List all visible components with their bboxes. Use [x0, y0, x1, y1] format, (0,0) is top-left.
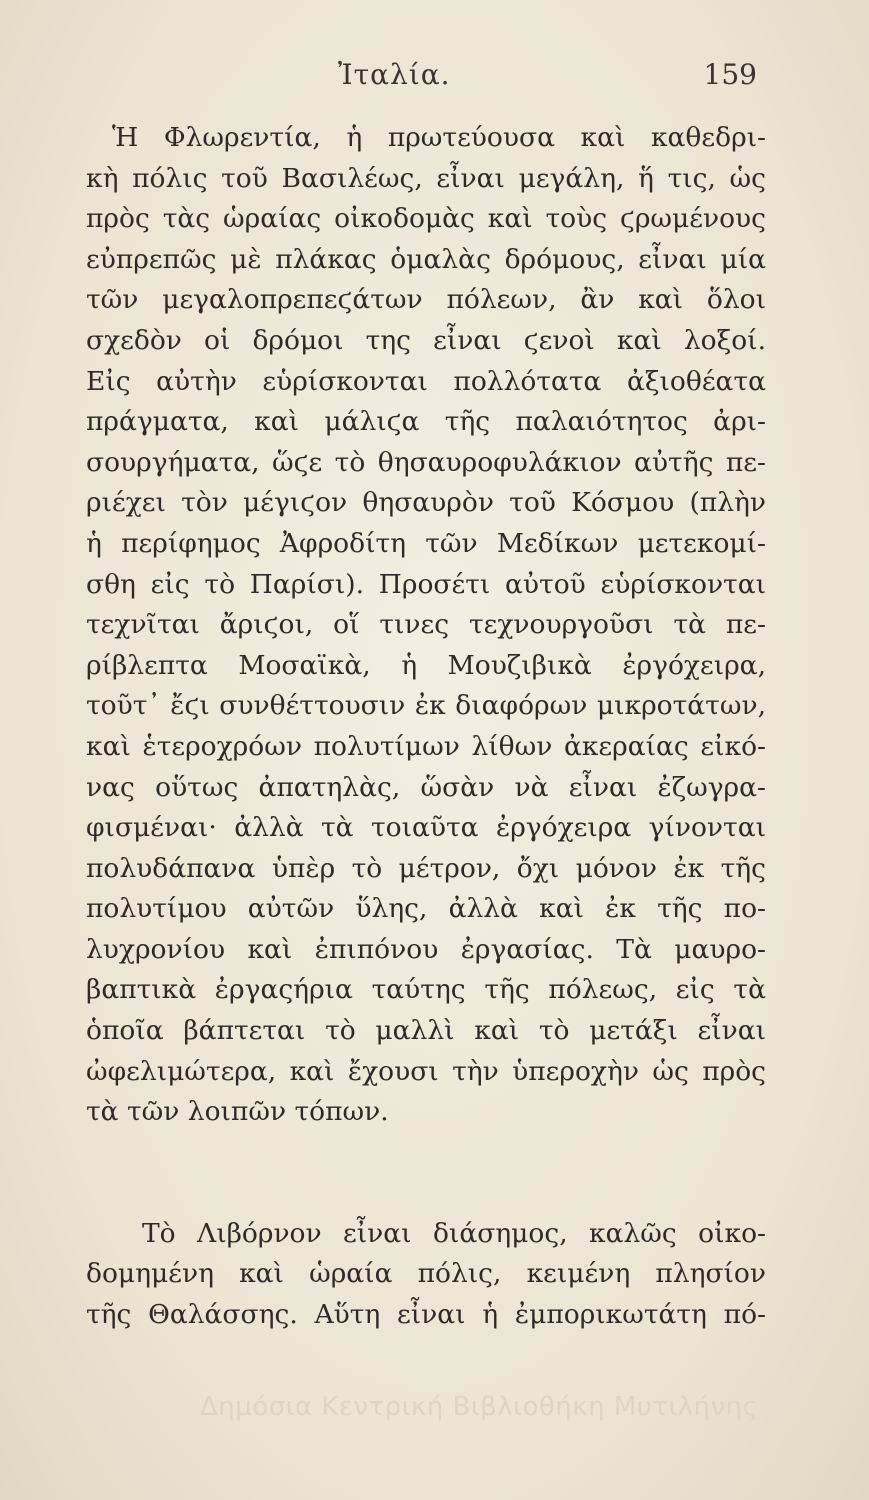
paragraph-florence — [86, 118, 766, 1133]
text-line: νας οὕτως ἀπατηλὰς, ὥσὰν νὰ εἶναι ἐζωγρα- — [86, 771, 766, 803]
text-line: τοῦτ᾽ ἔϛι συνθέττουσιν ἐκ διαφόρων μικροτάτων, — [86, 690, 766, 722]
text-line: βαπτικὰ ἐργαςήρια ταύτης τῆς πόλεως, εἰς τὰ — [86, 974, 766, 1006]
text-line: ὁποῖα βάπτεται τὸ μαλλὶ καὶ τὸ μετάξι εἶναι — [86, 1015, 766, 1047]
text-line: κὴ πόλις τοῦ Βασιλέως, εἶναι μεγάλη, ἥ τις, ὡς — [86, 162, 766, 194]
text-line: δομημένη καὶ ὡραία πόλις, κειμένη πλησίον — [86, 1258, 766, 1290]
paragraph-gap — [86, 1133, 766, 1214]
text-line: φισμέναι· ἀλλὰ τὰ τοιαῦτα ἐργόχειρα γίνονται — [86, 812, 766, 844]
text-line: Εἰς αὐτὴν εὑρίσκονται πολλότατα ἀξιοθέατα — [86, 365, 766, 397]
page-number: 159 — [703, 58, 757, 91]
text-line: τεχνῖται ἄριϛοι, οἵ τινες τεχνουργοῦσι τὰ πε- — [86, 609, 766, 641]
text-line: τὰ τῶν λοιπῶν τόπων. — [86, 1096, 389, 1128]
text-line: ρίβλεπτα Μοσαϊκὰ, ἡ Μουζιβικὰ ἐργόχειρα, — [86, 649, 766, 681]
library-watermark: Δημόσια Κεντρική Βιβλιοθήκη Μυτιλήνης — [200, 1392, 759, 1422]
text-line: πολυδάπανα ὑπὲρ τὸ μέτρον, ὄχι μόνον ἐκ τῆς — [86, 852, 766, 884]
text-line: τῆς Θαλάσσης. Αὕτη εἶναι ἡ ἐμπορικωτάτη πό- — [86, 1299, 766, 1331]
body-text — [86, 118, 766, 1336]
text-line: ριέχει τὸν μέγιϛον θησαυρὸν τοῦ Κόσμου (πλὴν — [86, 487, 766, 519]
text-line: Τὸ Λιβόρνον εἶναι διάσημος, καλῶς οἰκο- — [142, 1217, 766, 1249]
page-header — [0, 58, 869, 98]
text-line: πολυτίμου αὐτῶν ὕλης, ἀλλὰ καὶ ἐκ τῆς πο- — [86, 893, 766, 925]
paragraph-livorno — [86, 1214, 766, 1336]
text-line: Ἡ Φλωρεντία, ἡ πρωτεύουσα καὶ καθεδρι- — [112, 122, 766, 153]
running-head: Ἰταλία. — [338, 58, 451, 91]
text-line: καὶ ἑτεροχρόων πολυτίμων λίθων ἀκεραίας εἰκό- — [86, 730, 766, 762]
text-line: εὐπρεπῶς μὲ πλάκας ὁμαλὰς δρόμους, εἶναι μία — [86, 243, 766, 275]
text-line: σουργήματα, ὥϛε τὸ θησαυροφυλάκιον αὐτῆς πε- — [86, 446, 766, 478]
text-line: ἡ περίφημος Ἀφροδίτη τῶν Μεδίκων μετεκομί- — [86, 527, 766, 559]
text-line: πράγματα, καὶ μάλιϛα τῆς παλαιότητος ἀρι- — [86, 406, 766, 438]
text-line: πρὸς τὰς ὡραίας οἰκοδομὰς καὶ τοὺς ϛρωμένους — [86, 203, 766, 235]
text-line: λυχρονίου καὶ ἐπιπόνου ἐργασίας. Τὰ μαυρο- — [86, 933, 766, 965]
text-line: ὠφελιμώτερα, καὶ ἔχουσι τὴν ὑπεροχὴν ὡς πρὸς — [86, 1055, 766, 1087]
text-line: τῶν μεγαλοπρεπεϛάτων πόλεων, ἂν καὶ ὅλοι — [86, 284, 766, 316]
text-line: σθη εἰς τὸ Παρίσι). Προσέτι αὐτοῦ εὑρίσκονται — [86, 568, 766, 600]
text-line: σχεδὸν οἱ δρόμοι της εἶναι ϛενοὶ καὶ λοξοί. — [86, 324, 766, 356]
